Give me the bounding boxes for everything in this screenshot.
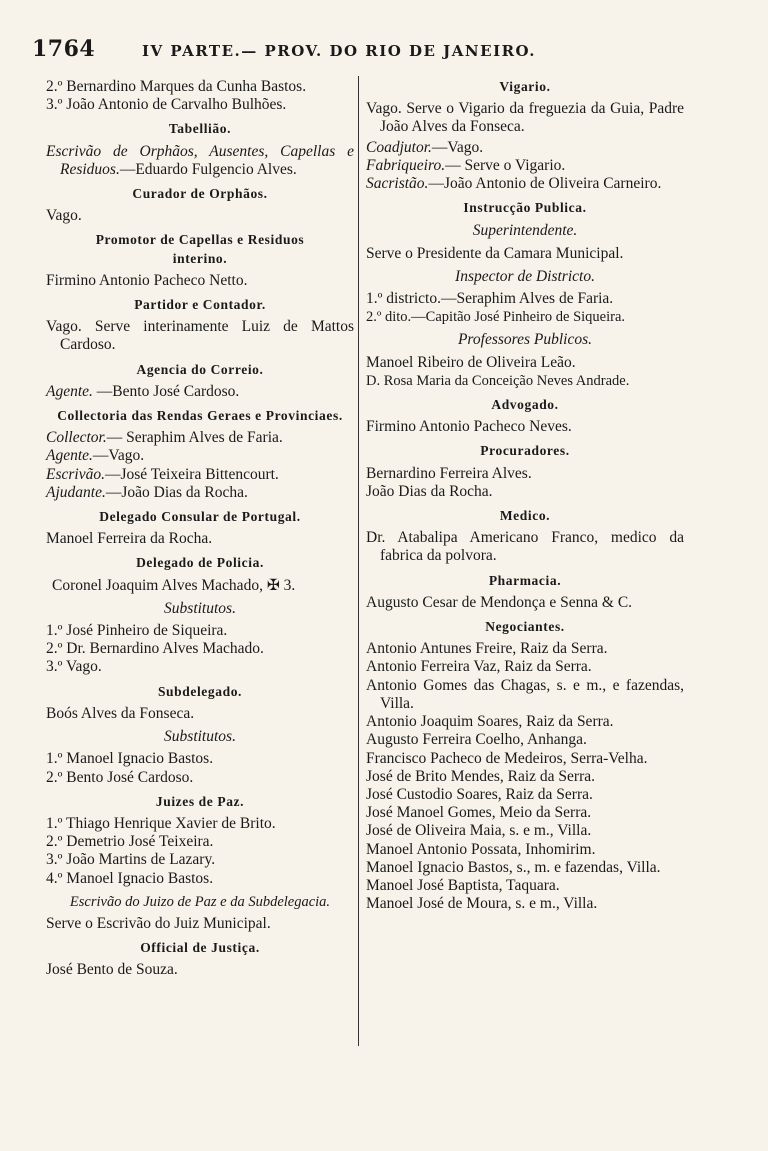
sub-heading: Inspector de Districto. (455, 267, 595, 285)
list-item: Manoel José Baptista, Taquara. (366, 876, 560, 894)
sub-heading: Substitutos. (164, 599, 236, 617)
section-heading: Tabellião. (168, 121, 232, 137)
role-label: Coadjutor. (366, 138, 432, 156)
list-item: 3.º Vago. (46, 658, 102, 676)
entry (46, 484, 354, 502)
entry: Serve o Presidente da Camara Municipal. (366, 244, 624, 262)
person-name: —João Dias da Rocha. (105, 483, 248, 501)
list-item: 1.º Thiago Henrique Xavier de Brito. (46, 814, 276, 832)
list-item: Bernardino Ferreira Alves. (366, 464, 532, 482)
sub-heading: Escrivão do Juizo de Paz e da Subdelegacia. (69, 893, 331, 910)
role-label: Fabriqueiro. (366, 156, 446, 174)
list-item: Manoel Antonio Possata, Inhomirim. (366, 840, 596, 858)
person-name: — Serve o Vigario. (445, 156, 566, 174)
entry: Coronel Joaquim Alves Machado, ✠ 3. (52, 576, 296, 594)
role-label: Escrivão. (46, 465, 105, 483)
list-item: Antonio Gomes das Chagas, s. e m., e fazendas, Villa. (366, 676, 684, 712)
list-item: 1.º Manoel Ignacio Bastos. (46, 750, 214, 768)
column-divider (358, 76, 359, 1046)
section-heading: Curador de Orphãos. (132, 186, 268, 202)
section-heading: Pharmacia. (488, 572, 562, 588)
section-heading: Collectoria das Rendas Geraes e Provinciaes. (57, 408, 343, 424)
list-item: José Custodio Soares, Raiz da Serra. (366, 785, 593, 803)
section-heading: Delegado Consular de Portugal. (99, 509, 301, 525)
entry (366, 139, 684, 157)
person-name: —Eduardo Fulgencio Alves. (119, 160, 297, 178)
entry: Vago. (46, 207, 82, 225)
section-heading: Agencia do Correio. (136, 361, 264, 377)
role-label: Agente. (46, 447, 93, 465)
list-item: 2.º dito.—Capitão José Pinheiro de Siqueira. (366, 309, 626, 326)
sub-heading: Superintendente. (472, 222, 578, 240)
entry: Boós Alves da Fonseca. (46, 704, 195, 722)
page-number: 1764 (32, 36, 96, 62)
person-name: —Vago. (92, 447, 145, 465)
list-item: João Dias da Rocha. (366, 482, 493, 500)
role-label: Escrivão de Orphãos, Ausentes, Capellas e Residuos. (46, 142, 354, 178)
section-heading: Vigario. (499, 79, 551, 94)
list-item: Antonio Joaquim Soares, Raiz da Serra. (366, 713, 614, 731)
person-name: —Bento José Cardoso. (96, 382, 240, 400)
section-heading: Advogado. (491, 397, 559, 413)
list-item: Manoel Ignacio Bastos, s., m. e fazendas, Villa. (366, 858, 661, 876)
role-label: Collector. (46, 429, 107, 447)
list-item: D. Rosa Maria da Conceição Neves Andrade. (366, 372, 630, 389)
list-item: José Manoel Gomes, Meio da Serra. (366, 804, 592, 822)
section-heading: Negociantes. (485, 619, 565, 635)
right-column (366, 78, 684, 913)
entry: Vago. Serve interinamente Luiz de Mattos Cardoso. (46, 318, 354, 354)
entry: Manoel Ferreira da Rocha. (46, 530, 213, 548)
list-item: José de Brito Mendes, Raiz da Serra. (366, 767, 595, 785)
entry: Serve o Escrivão do Juiz Municipal. (46, 914, 271, 932)
section-heading: Medico. (499, 508, 551, 524)
list-item: 2.º Demetrio José Teixeira. (46, 833, 214, 851)
section-heading: Official de Justiça. (140, 940, 260, 956)
entry: José Bento de Souza. (46, 961, 178, 979)
role-label: Sacristão. (366, 175, 429, 193)
list-item: Antonio Antunes Freire, Raiz da Serra. (366, 640, 608, 658)
sub-heading: Professores Publicos. (457, 331, 593, 349)
entry: Dr. Atabalipa Americano Franco, medico da fabrica da polvora. (366, 529, 684, 565)
list-item: Antonio Ferreira Vaz, Raiz da Serra. (366, 658, 592, 676)
list-item: 2.º Bernardino Marques da Cunha Bastos. (46, 78, 307, 95)
entry (46, 143, 354, 179)
sub-heading: Substitutos. (164, 728, 236, 746)
entry: Vago. Serve o Vigario da freguezia da Guia, Padre João Alves da Fonseca. (366, 100, 684, 136)
section-heading: Juizes de Paz. (155, 793, 245, 809)
entry: Firmino Antonio Pacheco Neves. (366, 418, 572, 436)
list-item: 3.º João Martins de Lazary. (46, 851, 216, 869)
entry (46, 447, 354, 465)
section-heading: Delegado de Policia. (136, 555, 264, 571)
list-item: José de Oliveira Maia, s. e m., Villa. (366, 822, 592, 840)
person-name: —José Teixeira Bittencourt. (104, 465, 279, 483)
list-item: 2.º Dr. Bernardino Alves Machado. (46, 640, 264, 658)
section-heading: Partidor e Contador. (134, 297, 266, 313)
entry (46, 383, 354, 401)
section-heading: Procuradores. (480, 443, 570, 459)
list-item: 1.º districto.—Seraphim Alves de Faria. (366, 290, 614, 308)
section-heading: Subdelegado. (157, 683, 243, 699)
entry (46, 466, 354, 484)
list-item: 3.º João Antonio de Carvalho Bulhões. (46, 96, 287, 114)
list-item: Manoel José de Moura, s. e m., Villa. (366, 895, 598, 913)
list-item: Augusto Ferreira Coelho, Anhanga. (366, 731, 587, 749)
entry: Firmino Antonio Pacheco Netto. (46, 271, 248, 289)
person-name: —João Antonio de Oliveira Carneiro. (428, 175, 662, 193)
page-header (32, 36, 552, 70)
list-item: 4.º Manoel Ignacio Bastos. (46, 869, 214, 887)
list-item: Francisco Pacheco de Medeiros, Serra-Velha. (366, 749, 648, 767)
entry (366, 157, 684, 175)
person-name: —Vago. (431, 138, 484, 156)
role-label: Agente. (46, 382, 93, 400)
entry (46, 429, 354, 447)
entry: Augusto Cesar de Mendonça e Senna & C. (366, 593, 633, 611)
list-item: Manoel Ribeiro de Oliveira Leão. (366, 353, 576, 371)
person-name: — Seraphim Alves de Faria. (106, 429, 283, 447)
list-item: 1.º José Pinheiro de Siqueira. (46, 622, 228, 640)
running-title: IV PARTE.— PROV. DO RIO DE JANEIRO. (142, 42, 536, 60)
left-column (46, 78, 354, 980)
section-heading: Promotor de Capellas e Residuos interino. (95, 232, 305, 266)
entry (366, 175, 684, 193)
list-item: 2.º Bento José Cardoso. (46, 768, 194, 786)
section-heading: Instrucção Publica. (463, 200, 587, 216)
role-label: Ajudante. (46, 483, 106, 501)
